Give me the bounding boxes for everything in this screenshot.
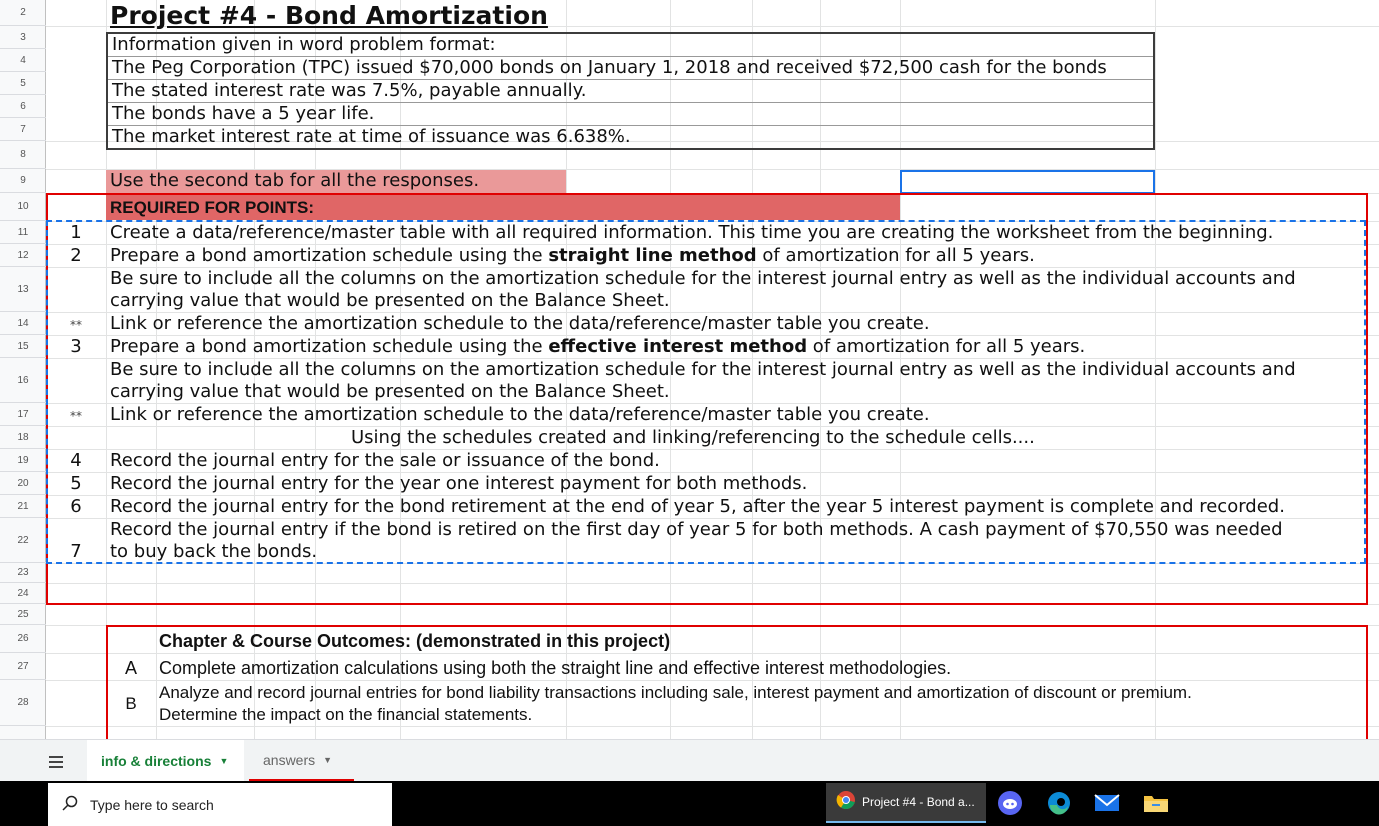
row-header[interactable]: 18 (0, 426, 46, 449)
search-icon (62, 795, 78, 815)
row-header[interactable]: 2 (0, 0, 46, 26)
requirement-text[interactable]: Be sure to include all the columns on the amortization schedule for the interest journal entry as well as the individual accounts and (110, 268, 1296, 289)
selected-cell[interactable] (900, 170, 1155, 194)
requirement-text[interactable]: Record the journal entry for the bond retirement at the end of year 5, after the year 5 interest payment is complete and recorded. (110, 496, 1285, 517)
chevron-down-icon[interactable]: ▼ (219, 756, 229, 766)
row-header[interactable]: 13 (0, 267, 46, 312)
row-header[interactable]: 24 (0, 583, 46, 604)
chevron-down-icon[interactable]: ▼ (323, 754, 333, 765)
tab-answers[interactable] (249, 740, 354, 782)
row-header[interactable]: 16 (0, 358, 46, 403)
page-title[interactable]: Project #4 - Bond Amortization (110, 1, 548, 30)
instruction-text: Use the second tab for all the responses. (110, 170, 480, 191)
info-box (106, 32, 1155, 150)
row-headers (0, 0, 46, 739)
outcome-text[interactable]: Analyze and record journal entries for bond liability transactions including sale, interest payment and amortization of discount or premium. (159, 683, 1192, 702)
requirement-text[interactable]: carrying value that would be presented on the Balance Sheet. (110, 381, 670, 402)
row-header[interactable]: 10 (0, 193, 46, 221)
item-number[interactable]: 5 (70, 473, 82, 494)
text-run: of amortization for all 5 years. (756, 245, 1035, 266)
requirement-text[interactable]: Link or reference the amortization schedule to the data/reference/master table you create. (110, 313, 930, 334)
discord-icon[interactable] (996, 789, 1024, 817)
search-placeholder: Type here to search (90, 796, 214, 813)
info-line[interactable]: Information given in word problem format: (112, 34, 496, 55)
row-header[interactable]: 3 (0, 26, 46, 49)
info-line[interactable]: The market interest rate at time of issuance was 6.638%. (112, 126, 631, 147)
link-marker[interactable]: ** (70, 318, 82, 332)
info-line[interactable]: The stated interest rate was 7.5%, payable annually. (112, 80, 587, 101)
row-header[interactable]: 19 (0, 449, 46, 472)
row-header[interactable]: 20 (0, 472, 46, 495)
requirement-text[interactable]: Record the journal entry if the bond is retired on the first day of year 5 for both methods. A cash payment of $70,550 was needed (110, 519, 1283, 540)
edge-icon[interactable] (1045, 789, 1073, 817)
requirement-text[interactable]: Be sure to include all the columns on the amortization schedule for the interest journal entry as well as the individual accounts and (110, 359, 1296, 380)
sheet-tab-bar (0, 739, 1379, 781)
row-header[interactable]: 14 (0, 312, 46, 335)
text-run-bold: effective interest method (548, 336, 808, 357)
text-run: Prepare a bond amortization schedule using the (110, 245, 549, 266)
row-header[interactable]: 21 (0, 495, 46, 518)
item-number[interactable]: 7 (70, 541, 82, 562)
requirement-text[interactable]: Create a data/reference/master table with all required information. This time you are creating the worksheet from the beginning. (110, 222, 1274, 243)
row-header[interactable]: 9 (0, 169, 46, 193)
row-header[interactable]: 15 (0, 335, 46, 358)
outcome-letter[interactable]: B (125, 694, 137, 713)
row-header[interactable]: 4 (0, 49, 46, 72)
outcome-text[interactable]: Complete amortization calculations using both the straight line and effective interest methodologies. (159, 658, 952, 678)
row-header[interactable]: 26 (0, 625, 46, 653)
tab-label: info & directions (101, 753, 212, 769)
instruction-cell[interactable] (106, 170, 566, 193)
row-header[interactable]: 28 (0, 680, 46, 726)
outcome-text[interactable]: Determine the impact on the financial statements. (159, 705, 533, 724)
text-run-bold: straight line method (548, 245, 757, 266)
requirement-text[interactable]: Link or reference the amortization schedule to the data/reference/master table you create. (110, 404, 930, 425)
item-number[interactable]: 1 (70, 222, 82, 243)
chrome-window-title: Project #4 - Bond a... (862, 795, 975, 809)
schedule-note[interactable]: Using the schedules created and linking/referencing to the schedule cells.... (351, 427, 1035, 448)
requirement-text[interactable]: carrying value that would be presented on the Balance Sheet. (110, 290, 670, 311)
row-header[interactable]: 7 (0, 118, 46, 141)
outcomes-heading[interactable]: Chapter & Course Outcomes: (demonstrated in this project) (159, 631, 671, 651)
hamburger-icon[interactable] (36, 748, 76, 776)
windows-taskbar (0, 781, 1379, 826)
row-header[interactable]: 11 (0, 221, 46, 244)
taskbar-search[interactable] (48, 783, 392, 826)
requirement-text[interactable] (110, 336, 1085, 358)
row-header[interactable]: 25 (0, 604, 46, 625)
text-run: Prepare a bond amortization schedule using the (110, 336, 549, 357)
folder-icon[interactable] (1142, 789, 1170, 817)
row-header[interactable]: 12 (0, 244, 46, 267)
row-header[interactable]: 23 (0, 563, 46, 583)
link-marker[interactable]: ** (70, 409, 82, 423)
outcome-letter[interactable]: A (124, 658, 137, 678)
tab-label: answers (263, 751, 316, 768)
requirement-text[interactable]: Record the journal entry for the sale or issuance of the bond. (110, 450, 660, 471)
row-header[interactable]: 5 (0, 72, 46, 95)
row-header[interactable]: 17 (0, 403, 46, 426)
row-header[interactable]: 22 (0, 518, 46, 563)
item-number[interactable]: 2 (70, 245, 82, 266)
item-number[interactable]: 4 (70, 450, 82, 471)
info-line[interactable]: The Peg Corporation (TPC) issued $70,000 bonds on January 1, 2018 and received $72,500 cash for the bonds (112, 57, 1107, 78)
requirement-text[interactable]: to buy back the bonds. (110, 541, 318, 562)
tab-info-directions[interactable] (87, 740, 244, 782)
text-run: of amortization for all 5 years. (807, 336, 1086, 357)
info-line[interactable]: The bonds have a 5 year life. (112, 103, 375, 124)
chrome-taskbar-button[interactable] (826, 783, 986, 823)
row-header[interactable]: 27 (0, 653, 46, 680)
requirement-text[interactable]: Record the journal entry for the year one interest payment for both methods. (110, 473, 808, 494)
mail-icon[interactable] (1093, 789, 1121, 817)
row-header[interactable]: 6 (0, 95, 46, 118)
chrome-icon (836, 790, 856, 814)
item-number[interactable]: 3 (70, 336, 82, 357)
item-number[interactable]: 6 (70, 496, 82, 517)
requirement-text[interactable] (110, 245, 1035, 267)
row-header[interactable]: 8 (0, 141, 46, 169)
required-heading: REQUIRED FOR POINTS: (110, 198, 315, 217)
